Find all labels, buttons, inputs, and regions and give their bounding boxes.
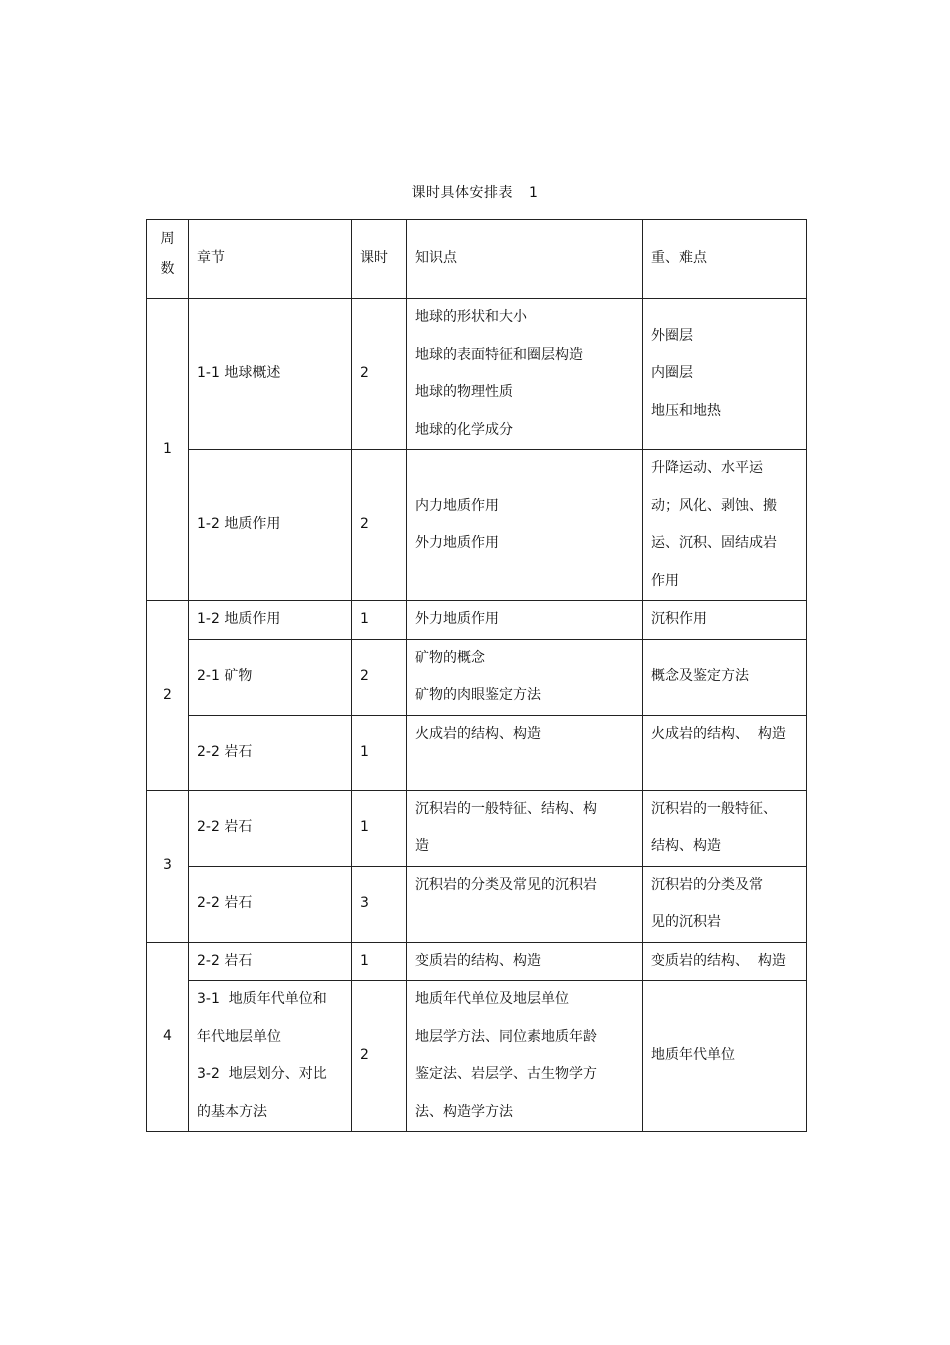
knowledge-cell: 沉积岩的一般特征、结构、构 造 — [407, 790, 643, 866]
knowledge-cell: 内力地质作用 外力地质作用 — [407, 450, 643, 601]
table-row — [147, 715, 807, 790]
knowledge-cell: 沉积岩的分类及常见的沉积岩 — [407, 866, 643, 942]
chapter-cell: 1-2 地质作用 — [189, 450, 352, 601]
hours-cell: 1 — [352, 790, 407, 866]
key-cell: 沉积岩的一般特征、 结构、构造 — [643, 790, 807, 866]
header-row — [147, 220, 807, 299]
hours-cell: 3 — [352, 866, 407, 942]
knowledge-cell: 地质年代单位及地层单位 地层学方法、同位素地质年龄 鉴定法、岩层学、古生物学方 法、构造学方法 — [407, 981, 643, 1132]
chapter-cell: 2-2 岩石 — [189, 942, 352, 981]
hours-cell: 1 — [352, 942, 407, 981]
header-week: 周 数 — [147, 220, 189, 299]
chapter-cell: 2-2 岩石 — [189, 790, 352, 866]
table-row — [147, 866, 807, 942]
header-knowledge: 知识点 — [407, 220, 643, 299]
chapter-cell: 3-1 地质年代单位和 年代地层单位 3-2 地层划分、对比 的基本方法 — [189, 981, 352, 1132]
table-row — [147, 790, 807, 866]
knowledge-cell: 地球的形状和大小 地球的表面特征和圈层构造 地球的物理性质 地球的化学成分 — [407, 299, 643, 450]
key-cell: 升降运动、水平运 动；风化、剥蚀、搬 运、沉积、固结成岩 作用 — [643, 450, 807, 601]
hours-cell: 2 — [352, 299, 407, 450]
table-row — [147, 299, 807, 450]
chapter-cell: 1-1 地球概述 — [189, 299, 352, 450]
table-row — [147, 942, 807, 981]
key-cell: 变质岩的结构、 构造 — [643, 942, 807, 981]
knowledge-cell: 外力地质作用 — [407, 601, 643, 640]
table-row — [147, 981, 807, 1132]
chapter-cell: 2-2 岩石 — [189, 866, 352, 942]
key-cell: 外圈层 内圈层 地压和地热 — [643, 299, 807, 450]
header-chapter: 章节 — [189, 220, 352, 299]
title-number: 1 — [529, 185, 539, 201]
header-key-points: 重、难点 — [643, 220, 807, 299]
hours-cell: 2 — [352, 981, 407, 1132]
hours-cell: 2 — [352, 450, 407, 601]
week-cell: 4 — [147, 942, 189, 1132]
table-row — [147, 601, 807, 640]
knowledge-cell: 变质岩的结构、构造 — [407, 942, 643, 981]
header-hours: 课时 — [352, 220, 407, 299]
key-cell: 沉积岩的分类及常 见的沉积岩 — [643, 866, 807, 942]
knowledge-cell: 矿物的概念 矿物的肉眼鉴定方法 — [407, 639, 643, 715]
schedule-table — [146, 219, 807, 1132]
title-text: 课时具体安排表 — [411, 185, 514, 201]
table-row — [147, 639, 807, 715]
hours-cell: 1 — [352, 601, 407, 640]
week-cell: 1 — [147, 299, 189, 601]
week-cell: 2 — [147, 601, 189, 791]
key-cell: 概念及鉴定方法 — [643, 639, 807, 715]
chapter-cell: 1-2 地质作用 — [189, 601, 352, 640]
table-row — [147, 450, 807, 601]
key-cell: 地质年代单位 — [643, 981, 807, 1132]
week-cell: 3 — [147, 790, 189, 942]
hours-cell: 2 — [352, 639, 407, 715]
hours-cell: 1 — [352, 715, 407, 790]
key-cell: 沉积作用 — [643, 601, 807, 640]
chapter-cell: 2-2 岩石 — [189, 715, 352, 790]
knowledge-cell: 火成岩的结构、构造 — [407, 715, 643, 790]
document-title — [0, 182, 950, 202]
key-cell: 火成岩的结构、 构造 — [643, 715, 807, 790]
chapter-cell: 2-1 矿物 — [189, 639, 352, 715]
